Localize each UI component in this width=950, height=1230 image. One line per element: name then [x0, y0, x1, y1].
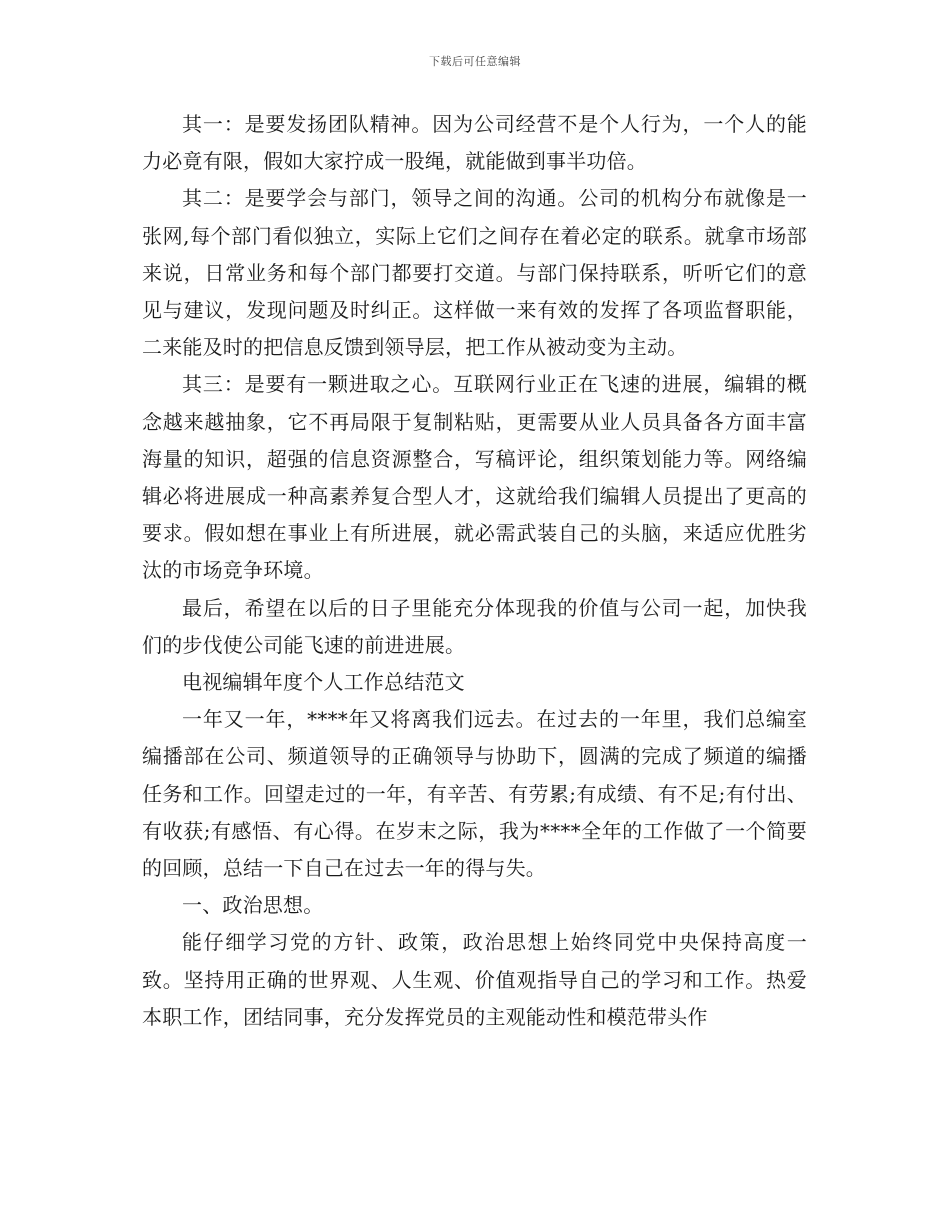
paragraph-closing: 最后，希望在以后的日子里能充分体现我的价值与公司一起，加快我们的步伐使公司能飞速的前进进展。: [142, 595, 807, 657]
paragraph-ambition: 其三：是要有一颗进取之心。互联网行业正在飞速的进展，编辑的概念越来越抽象，它不再局限于复制粘贴，更需要从业人员具备各方面丰富海量的知识，超强的信息资源整合，写稿评论，组织策划能力等。网络编辑必将进展成一种高素养复合型人才，这就给我们编辑人员提出了更高的要求。假如想在事业上有所进展，就必需武装自己的头脑，来适应优胜劣汰的市场竞争环境。: [142, 372, 807, 583]
paragraph-communication: 其二：是要学会与部门，领导之间的沟通。公司的机构分布就像是一张网,每个部门看似独立，实际上它们之间存在着必定的联系。就拿市场部来说，日常业务和每个部门都要打交道。与部门保持联系，听听它们的意见与建议，发现问题及时纠正。这样做一来有效的发挥了各项监督职能，二来能及时的把信息反馈到领导层，把工作从被动变为主动。: [142, 186, 807, 360]
document-body: [142, 106, 807, 1036]
page-header: 下载后可任意编辑: [429, 55, 521, 68]
section-title: 电视编辑年度个人工作总结范文: [182, 670, 465, 695]
paragraph-year-review: 一年又一年，****年又将离我们远去。在过去的一年里，我们总编室编播部在公司、频道领导的正确领导与协助下，圆满的完成了频道的编播任务和工作。回望走过的一年，有辛苦、有劳累;有成绩、有不足;有付出、有收获;有感悟、有心得。在岁末之际，我为****全年的工作做了一个简要的回顾，总结一下自己在过去一年的得与失。: [142, 707, 807, 881]
paragraph-teamwork: 其一：是要发扬团队精神。因为公司经营不是个人行为，一个人的能力必竟有限，假如大家拧成一股绳，就能做到事半功倍。: [142, 112, 807, 174]
section-heading-politics: 一、政治思想。: [182, 893, 324, 918]
paragraph-politics: 能仔细学习党的方针、政策，政治思想上始终同党中央保持高度一致。坚持用正确的世界观、人生观、价值观指导自己的学习和工作。热爱本职工作，团结同事，充分发挥党员的主观能动性和模范带头作: [142, 930, 807, 1029]
